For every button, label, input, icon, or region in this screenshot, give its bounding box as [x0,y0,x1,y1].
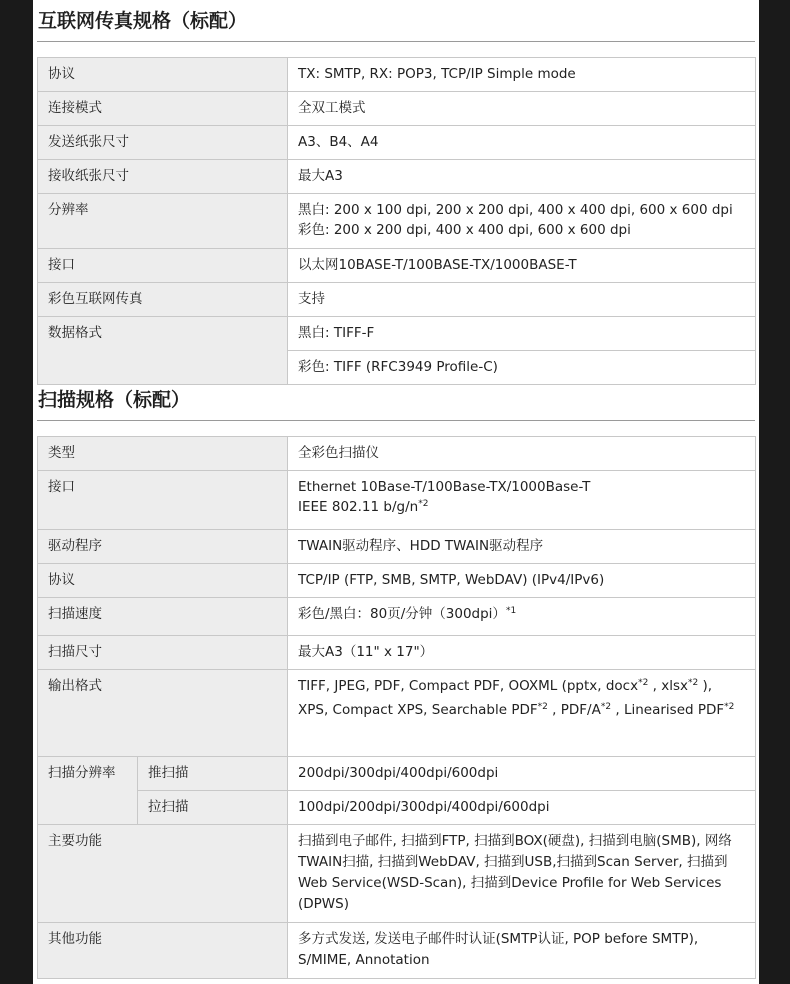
spec-label: 主要功能 [38,825,288,923]
spec-label: 分辨率 [38,194,288,249]
spec-value-line: 彩色: 200 x 200 dpi, 400 x 400 dpi, 600 x 600 dpi [298,222,631,238]
spec-label: 扫描分辨率 [38,757,138,825]
spec-label: 彩色互联网传真 [38,283,288,317]
spec-value: 全双工模式 [288,92,756,126]
spec-label: 接口 [38,249,288,283]
spec-label: 协议 [38,58,288,92]
table-row [38,923,756,979]
table-row [38,757,756,791]
footnote-ref: *1 [505,606,517,616]
spec-label: 接口 [38,471,288,530]
footnote-ref: *2 [537,702,548,712]
table-row [38,194,756,249]
table-row [38,636,756,670]
spec-value: 黑白: TIFF-F [288,317,756,351]
table-row [38,471,756,530]
spec-value: TX: SMTP, RX: POP3, TCP/IP Simple mode [288,58,756,92]
spec-value: 以太网10BASE-T/100BASE-TX/1000BASE-T [288,249,756,283]
spec-value-text: , Linearised PDF [611,702,725,718]
spec-value: 全彩色扫描仪 [288,437,756,471]
spec-label: 数据格式 [38,317,288,385]
table-row [38,160,756,194]
spec-sublabel: 拉扫描 [138,791,288,825]
table-row [38,791,756,825]
scan-section-title: 扫描规格（标配） [37,385,755,421]
fax-section-title: 互联网传真规格（标配） [37,6,755,42]
spec-value-text: , PDF/A [547,702,601,718]
spec-value-text: TIFF, JPEG, PDF, Compact PDF, OOXML (pptx, docx [298,678,639,694]
spec-value: 最大A3 [288,160,756,194]
footnote-ref: *2 [724,702,735,712]
spec-value-text: , xlsx [648,678,688,694]
table-row [38,92,756,126]
spec-value-line: Ethernet 10Base-T/100Base-TX/1000Base-T [298,479,591,495]
spec-label: 扫描尺寸 [38,636,288,670]
table-row [38,825,756,923]
table-row [38,249,756,283]
spec-value: A3、B4、A4 [288,126,756,160]
table-row [38,530,756,564]
spec-value: 支持 [288,283,756,317]
spec-value: 最大A3（11" x 17"） [288,636,756,670]
table-row [38,317,756,351]
table-row [38,564,756,598]
scan-spec-table [37,436,756,979]
spec-label: 输出格式 [38,670,288,757]
spec-value: 彩色: TIFF (RFC3949 Profile-C) [288,351,756,385]
spec-value-text: 彩色/黑白：80页/分钟（300dpi） [298,606,506,622]
table-row [38,598,756,636]
spec-value [288,598,756,636]
table-row [38,670,756,757]
spec-label: 扫描速度 [38,598,288,636]
spec-label: 其他功能 [38,923,288,979]
spec-value-text: IEEE 802.11 b/g/n [298,499,419,515]
spec-value [288,471,756,530]
spec-sublabel: 推扫描 [138,757,288,791]
spec-value [288,670,756,757]
footnote-ref: *2 [687,678,699,688]
spec-label: 类型 [38,437,288,471]
table-row [38,283,756,317]
footnote-ref: *2 [638,678,649,688]
table-row [38,126,756,160]
spec-value: 100dpi/200dpi/300dpi/400dpi/600dpi [288,791,756,825]
spec-sheet [33,0,759,984]
spec-label: 协议 [38,564,288,598]
spec-value: 扫描到电子邮件, 扫描到FTP, 扫描到BOX(硬盘), 扫描到电脑(SMB), 网络TWAIN扫描, 扫描到WebDAV, 扫描到USB,扫描到Scan Server, 扫描到Web Service(WSD-Scan), 扫描到Device Profile for Web Services (DPWS) [288,825,756,923]
spec-label: 接收纸张尺寸 [38,160,288,194]
spec-value: 200dpi/300dpi/400dpi/600dpi [288,757,756,791]
table-row [38,58,756,92]
footnote-ref: *2 [418,499,429,509]
spec-value: 多方式发送, 发送电子邮件时认证(SMTP认证, POP before SMTP), S/MIME, Annotation [288,923,756,979]
spec-label: 发送纸张尺寸 [38,126,288,160]
spec-label: 驱动程序 [38,530,288,564]
fax-spec-table [37,57,756,385]
spec-value: TWAIN驱动程序、HDD TWAIN驱动程序 [288,530,756,564]
spec-label: 连接模式 [38,92,288,126]
footnote-ref: *2 [600,702,612,712]
spec-value-line [298,497,745,517]
table-row [38,437,756,471]
spec-value [288,194,756,249]
spec-value-text: ), XPS, Compact XPS, Searchable PDF [298,678,713,718]
spec-value: TCP/IP (FTP, SMB, SMTP, WebDAV) (IPv4/IPv6) [288,564,756,598]
spec-value-line: 黑白: 200 x 100 dpi, 200 x 200 dpi, 400 x 400 dpi, 600 x 600 dpi [298,202,733,218]
